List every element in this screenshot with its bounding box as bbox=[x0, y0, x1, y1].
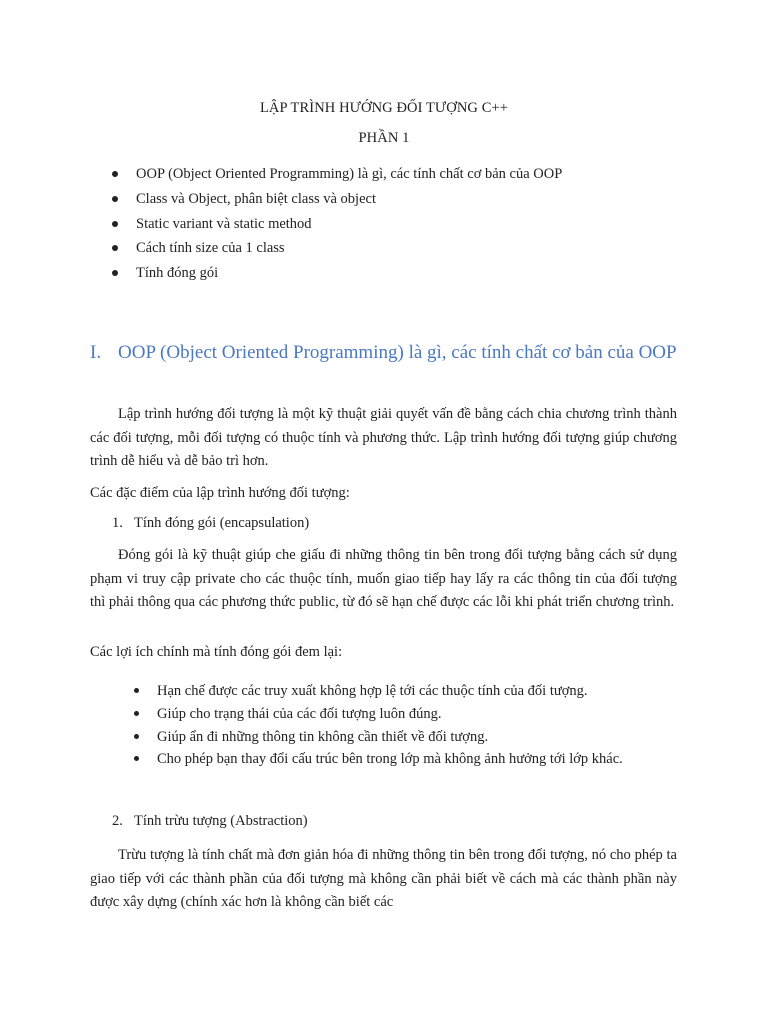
bullet-icon bbox=[134, 688, 139, 693]
bullet-icon bbox=[112, 245, 118, 251]
toc-item bbox=[110, 212, 562, 237]
list-item bbox=[133, 680, 677, 703]
toc-item-text: OOP (Object Oriented Programming) là gì, các tính chất cơ bản của OOP bbox=[136, 166, 563, 182]
item-title: Tính trừu tượng (Abstraction) bbox=[134, 813, 308, 829]
bullet-icon bbox=[134, 711, 139, 716]
list-item-text: Cho phép bạn thay đổi cấu trúc bên trong lớp mà không ảnh hưởng tới lớp khác. bbox=[157, 751, 623, 768]
section-number: I. bbox=[90, 342, 102, 363]
list-item-text: Giúp ẩn đi những thông tin không cần thiết về đối tượng. bbox=[157, 728, 489, 745]
toc-item bbox=[110, 261, 562, 286]
bullet-icon bbox=[112, 196, 118, 202]
toc-item-text: Tính đóng gói bbox=[136, 265, 219, 282]
document-subtitle: PHẦN 1 bbox=[358, 130, 410, 146]
item-title: Tính đóng gói (encapsulation) bbox=[134, 515, 310, 531]
section-heading-text: OOP (Object Oriented Programming) là gì, các tính chất cơ bản của OOP bbox=[118, 342, 677, 363]
toc-item-text: Static variant và static method bbox=[136, 215, 312, 232]
section-intro-paragraph: Lập trình hướng đối tượng là một kỹ thuật giải quyết vấn đề bằng cách chia chương trình thành các đối tượng, mỗi đối tượng có thuộc tính và phương thức. Lập trình hướng đối tượng giúp chương trình dễ hiểu và dễ bảo trì hơn. bbox=[90, 406, 677, 469]
bullet-icon bbox=[112, 171, 118, 177]
item-number: 2. bbox=[112, 813, 123, 829]
bullet-icon bbox=[112, 270, 118, 276]
toc-item-text: Class và Object, phân biệt class và object bbox=[136, 190, 376, 207]
toc-item bbox=[110, 236, 562, 261]
document-title: LẬP TRÌNH HƯỚNG ĐỐI TƯỢNG C++ bbox=[259, 100, 509, 116]
toc-item bbox=[110, 187, 562, 212]
list-item bbox=[133, 726, 677, 749]
bullet-icon bbox=[134, 756, 139, 761]
toc-item-text: Cách tính size của 1 class bbox=[136, 240, 285, 257]
list-item bbox=[133, 703, 677, 726]
item-number: 1. bbox=[112, 515, 123, 531]
features-intro: Các đặc điểm của lập trình hướng đối tượng: bbox=[90, 485, 350, 501]
list-item bbox=[133, 748, 677, 771]
table-of-contents bbox=[110, 162, 562, 286]
list-item-text: Hạn chế được các truy xuất không hợp lệ tới các thuộc tính của đối tượng. bbox=[157, 683, 588, 699]
abstraction-paragraph: Trừu tượng là tính chất mà đơn giản hóa đi những thông tin bên trong đối tượng, nó cho phép ta giao tiếp với các thành phần của đối tượng mà không cần phải biết về cách mà các thành phần này được xây dựng (chính xác hơn là không cần biết các bbox=[90, 847, 677, 910]
benefits-list bbox=[133, 680, 677, 771]
bullet-icon bbox=[134, 734, 139, 739]
bullet-icon bbox=[112, 221, 118, 227]
encapsulation-paragraph: Đóng gói là kỹ thuật giúp che giấu đi những thông tin bên trong đối tượng bằng cách sử dụng phạm vi truy cập private cho các thuộc tính, muốn giao tiếp hay lấy ra các thông tin của đối tượng thì phải thông qua các phương thức public, từ đó sẽ hạn chế được các lỗi khi phát triển chương trình. bbox=[90, 547, 677, 610]
benefits-intro: Các lợi ích chính mà tính đóng gói đem lại: bbox=[90, 644, 343, 660]
list-item-text: Giúp cho trạng thái của các đối tượng luôn đúng. bbox=[157, 705, 442, 722]
toc-item bbox=[110, 162, 562, 187]
